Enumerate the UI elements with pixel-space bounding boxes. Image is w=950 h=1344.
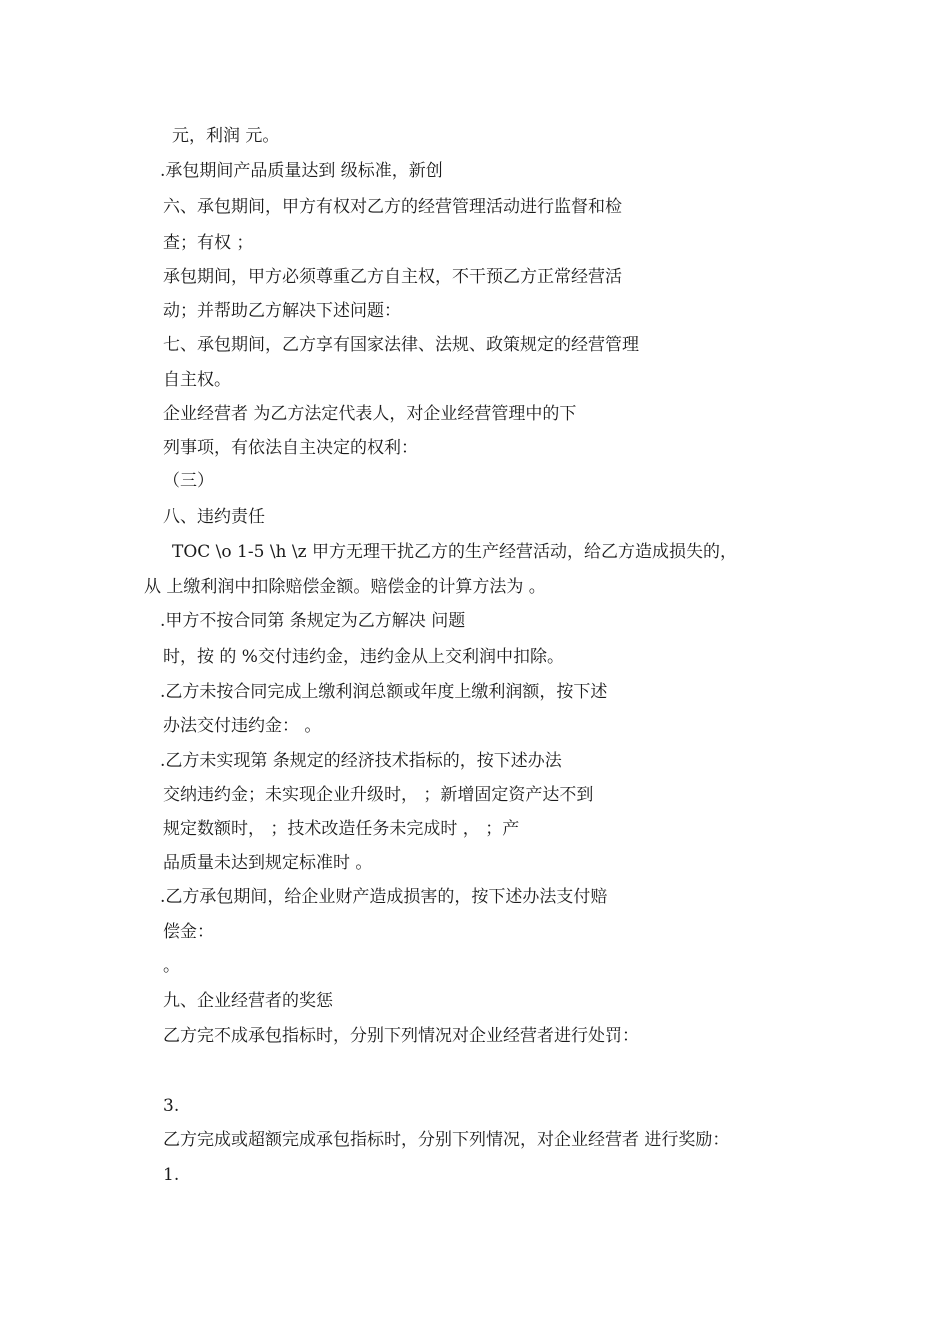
text-line: 企业经营者 为乙方法定代表人，对企业经营管理中的下 (163, 404, 577, 424)
text-line: 查；有权 ； (163, 233, 254, 253)
text-line: TOC \o 1-5 \h \z 甲方无理干扰乙方的生产经营活动，给乙方造成损失的， (172, 542, 737, 562)
text-line: 承包期间，甲方必须尊重乙方自主权，不干预乙方正常经营活 (163, 267, 622, 287)
list-number: 3. (163, 1096, 180, 1116)
text-line: 动；并帮助乙方解决下述问题： (163, 301, 401, 321)
text-line: .甲方不按合同第 条规定为乙方解决 问题 (160, 611, 466, 631)
text-line: 乙方完成或超额完成承包指标时，分别下列情况，对企业经营者 进行奖励： (163, 1130, 730, 1150)
text-line: 品质量未达到规定标准时 。 (163, 853, 373, 873)
text-line: 办法交付违约金： 。 (163, 716, 322, 736)
section-heading: 八、违约责任 (163, 507, 265, 527)
text-line: .承包期间产品质量达到 级标准，新创 (160, 161, 443, 181)
text-line: .乙方未按合同完成上缴利润总额或年度上缴利润额，按下述 (160, 682, 608, 702)
text-line: 从 上缴利润中扣除赔偿金额。赔偿金的计算方法为 。 (144, 577, 546, 597)
text-line: 。 (163, 956, 180, 976)
text-line: 七、承包期间，乙方享有国家法律、法规、政策规定的经营管理 (163, 335, 639, 355)
text-line: .乙方承包期间，给企业财产造成损害的，按下述办法支付赔 (160, 887, 608, 907)
text-line: 偿金： (163, 922, 214, 942)
list-number: 1. (163, 1165, 180, 1185)
text-line: .乙方未实现第 条规定的经济技术指标的，按下述办法 (160, 751, 562, 771)
text-line: 乙方完不成承包指标时，分别下列情况对企业经营者进行处罚： (163, 1026, 639, 1046)
text-line: （三） (163, 471, 214, 491)
text-line: 列事项，有依法自主决定的权利： (163, 438, 418, 458)
text-line: 元，利润 元。 (172, 126, 280, 146)
text-line: 时，按 的 %交付违约金，违约金从上交利润中扣除。 (163, 647, 564, 667)
text-line: 六、承包期间，甲方有权对乙方的经营管理活动进行监督和检 (163, 197, 622, 217)
section-heading: 九、企业经营者的奖惩 (163, 991, 333, 1011)
text-line: 交纳违约金；未实现企业升级时， ；新增固定资产达不到 (163, 785, 594, 805)
text-line: 规定数额时， ；技术改造任务未完成时 ， ；产 (163, 819, 520, 839)
text-line: 自主权。 (163, 370, 231, 390)
